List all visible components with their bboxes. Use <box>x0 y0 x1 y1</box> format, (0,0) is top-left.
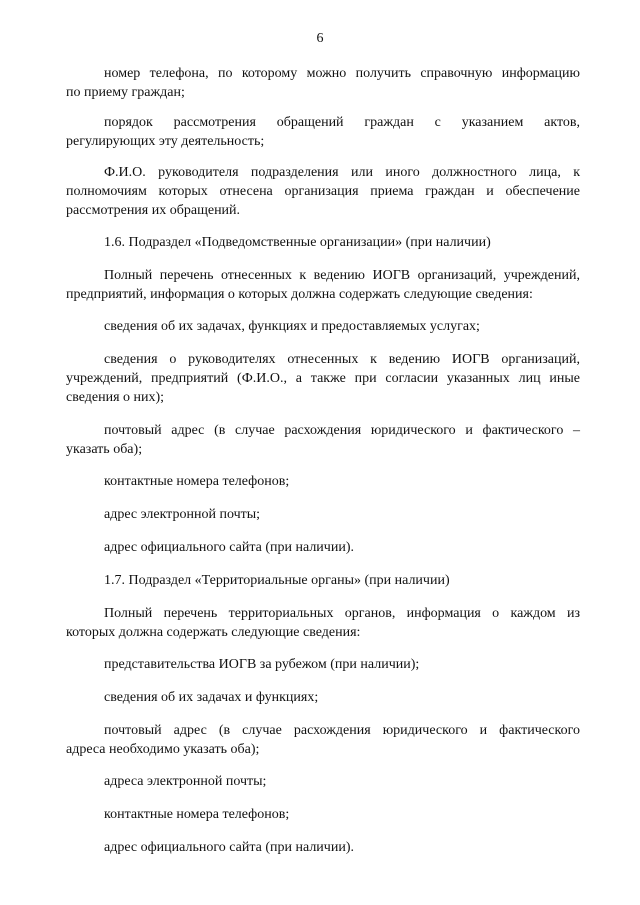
paragraph-line: адрес электронной почты; <box>104 507 261 522</box>
paragraph-line: Полный перечень отнесенных к ведению ИОГВ организаций, учреждений, <box>104 268 580 283</box>
list-item-territorial-website <box>66 838 580 857</box>
list-item-phones <box>66 472 580 491</box>
list-item-email <box>66 505 580 524</box>
list-item-representations <box>66 655 580 674</box>
paragraph-head-fio <box>66 163 580 220</box>
paragraph-line: указать оба); <box>66 442 143 457</box>
paragraph-line: порядок рассмотрения обращений граждан с указанием актов, <box>104 115 580 130</box>
paragraph-org-list <box>66 266 580 304</box>
section-heading-1-6 <box>66 233 580 252</box>
paragraph-line: сведения о них); <box>66 390 165 405</box>
paragraph-line: номер телефона, по которому можно получить справочную информацию <box>104 66 580 81</box>
list-item-territorial-postal <box>66 721 580 759</box>
list-item-territorial-email <box>66 772 580 791</box>
paragraph-line: контактные номера телефонов; <box>104 474 290 489</box>
page-number: 6 <box>316 31 324 46</box>
paragraph-line: адрес официального сайта (при наличии). <box>104 540 354 555</box>
paragraph-phone-info <box>66 64 580 102</box>
paragraph-line: учреждений, предприятий (Ф.И.О., а также при согласии указанных лиц иные <box>66 371 580 386</box>
paragraph-line: Полный перечень территориальных органов, информация о каждом из <box>104 606 580 621</box>
paragraph-line: по приему граждан; <box>66 85 185 100</box>
paragraph-line: почтовый адрес (в случае расхождения юридического и фактического – <box>104 423 580 438</box>
paragraph-line: сведения об их задачах и функциях; <box>104 690 319 705</box>
list-item-tasks-functions <box>66 317 580 336</box>
section-heading-1-7 <box>66 571 580 590</box>
paragraph-line: адреса электронной почты; <box>104 774 267 789</box>
paragraph-line: почтовый адрес (в случае расхождения юридического и фактического <box>104 723 580 738</box>
paragraph-review-procedure <box>66 113 580 151</box>
paragraph-line: сведения о руководителях отнесенных к ведению ИОГВ организаций, <box>104 352 580 367</box>
paragraph-line: рассмотрения их обращений. <box>66 203 241 218</box>
paragraph-heads-info <box>66 350 580 407</box>
paragraph-line: контактные номера телефонов; <box>104 807 290 822</box>
paragraph-line: представительства ИОГВ за рубежом (при наличии); <box>104 657 420 672</box>
paragraph-line: адреса необходимо указать оба); <box>66 742 260 757</box>
paragraph-line: полномочиям которых отнесена организация приема граждан и обеспечение <box>66 184 580 199</box>
paragraph-territorial-list <box>66 604 580 642</box>
list-item-territorial-phones <box>66 805 580 824</box>
list-item-website <box>66 538 580 557</box>
list-item-territorial-tasks <box>66 688 580 707</box>
paragraph-line: Ф.И.О. руководителя подразделения или иного должностного лица, к <box>104 165 580 180</box>
paragraph-line: сведения об их задачах, функциях и предоставляемых услугах; <box>104 319 480 334</box>
section-heading-line: 1.6. Подраздел «Подведомственные организации» (при наличии) <box>104 235 491 250</box>
paragraph-line: регулирующих эту деятельность; <box>66 134 265 149</box>
section-heading-line: 1.7. Подраздел «Территориальные органы» (при наличии) <box>104 573 450 588</box>
paragraph-line: адрес официального сайта (при наличии). <box>104 840 354 855</box>
list-item-postal-address <box>66 421 580 459</box>
paragraph-line: которых должна содержать следующие сведения: <box>66 625 361 640</box>
paragraph-line: предприятий, информация о которых должна содержать следующие сведения: <box>66 287 533 302</box>
